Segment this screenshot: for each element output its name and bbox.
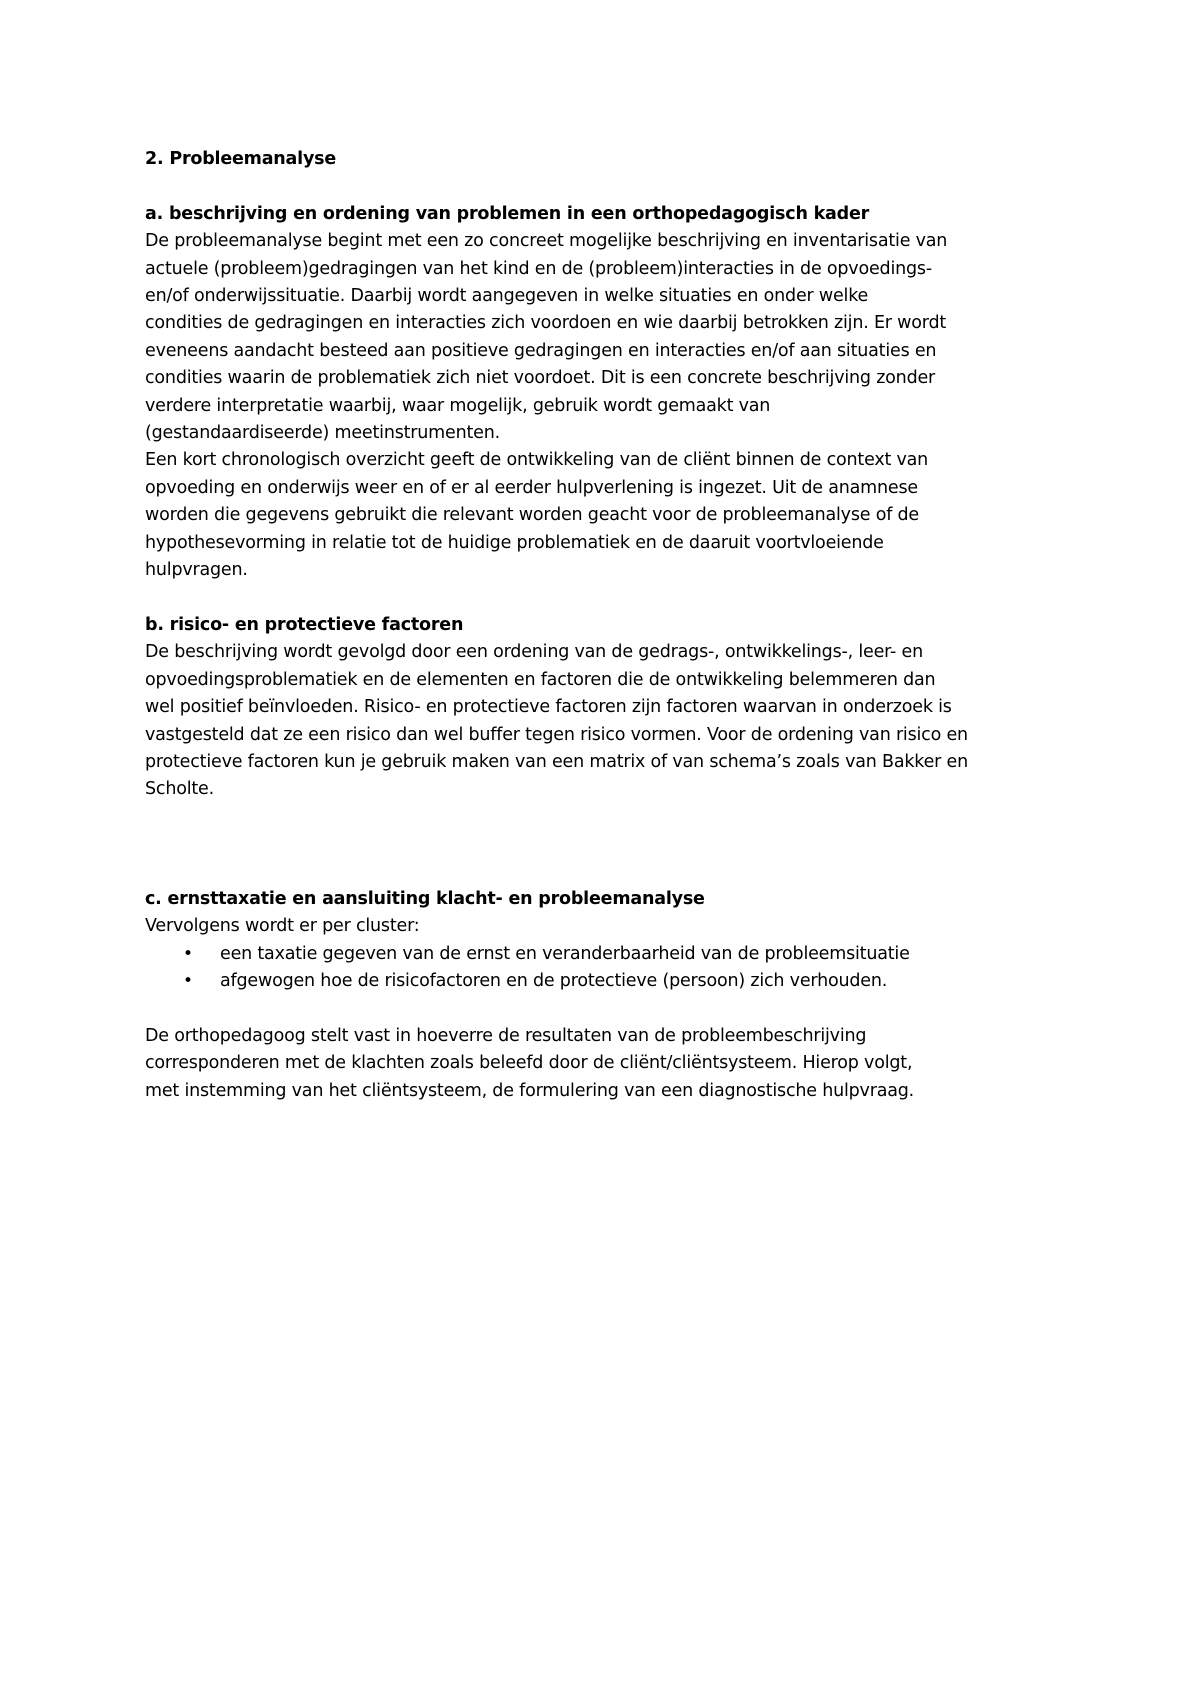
bullet-list-item — [145, 968, 1025, 995]
text-line: De orthopedagoog stelt vast in hoeverre de resultaten van de probleembeschrijving — [145, 1025, 867, 1046]
section-c-closing-paragraph — [145, 1023, 1025, 1105]
section-c-heading: c. ernsttaxatie en aansluiting klacht- en probleemanalyse — [145, 888, 705, 909]
text-line: condities waarin de problematiek zich niet voordoet. Dit is een concrete beschrijving zonder — [145, 368, 936, 389]
document-page — [145, 146, 1025, 1105]
section-b-paragraph — [145, 639, 1025, 803]
bullet-icon: • — [183, 970, 193, 991]
bullet-list-item — [145, 941, 1025, 968]
spacer — [145, 173, 1025, 200]
section-b — [145, 612, 1025, 804]
text-line: hulpvragen. — [145, 560, 248, 581]
spacer — [145, 584, 1025, 611]
text-line: eveneens aandacht besteed aan positieve gedragingen en interacties en/of aan situaties en — [145, 340, 937, 361]
section-a-paragraph-2 — [145, 447, 1025, 584]
spacer — [145, 995, 1025, 1022]
text-line: actuele (probleem)gedragingen van het kind en de (probleem)interacties in de opvoedings- — [145, 258, 932, 279]
bullet-icon: • — [183, 943, 193, 964]
text-line: De beschrijving wordt gevolgd door een ordening van de gedrags-, ontwikkelings-, leer- en — [145, 642, 923, 663]
section-a-heading: a. beschrijving en ordening van problemen in een orthopedagogisch kader — [145, 203, 870, 224]
text-line: protectieve factoren kun je gebruik maken van een matrix of van schema’s zoals van Bakker en — [145, 751, 968, 772]
text-line: worden die gegevens gebruikt die relevant worden geacht voor de probleemanalyse of de — [145, 505, 919, 526]
text-line: wel positief beïnvloeden. Risico- en protectieve factoren zijn factoren waarvan in onderzoek is — [145, 697, 952, 718]
text-line: (gestandaardiseerde) meetinstrumenten. — [145, 423, 500, 444]
section-a — [145, 201, 1025, 585]
text-line: Een kort chronologisch overzicht geeft de ontwikkeling van de cliënt binnen de context van — [145, 450, 929, 471]
section-b-heading: b. risico- en protectieve factoren — [145, 614, 464, 635]
text-line: vastgesteld dat ze een risico dan wel buffer tegen risico vormen. Voor de ordening van risico en — [145, 724, 968, 745]
text-line: De probleemanalyse begint met een zo concreet mogelijke beschrijving en inventarisatie van — [145, 231, 948, 252]
text-line: verdere interpretatie waarbij, waar mogelijk, gebruik wordt gemaakt van — [145, 395, 771, 416]
text-line: condities de gedragingen en interacties zich voordoen en wie daarbij betrokken zijn. Er wordt — [145, 313, 947, 334]
bullet-text: een taxatie gegeven van de ernst en veranderbaarheid van de probleemsituatie — [220, 943, 910, 964]
section-c — [145, 886, 1025, 1105]
spacer — [145, 804, 1025, 886]
bullet-text: afgewogen hoe de risicofactoren en de protectieve (persoon) zich verhouden. — [220, 970, 888, 991]
text-line: opvoedingsproblematiek en de elementen en factoren die de ontwikkeling belemmeren dan — [145, 669, 936, 690]
text-line: en/of onderwijssituatie. Daarbij wordt aangegeven in welke situaties en onder welke — [145, 286, 869, 307]
text-line: met instemming van het cliëntsysteem, de formulering van een diagnostische hulpvraag. — [145, 1080, 915, 1101]
text-line: opvoeding en onderwijs weer en of er al eerder hulpverlening is ingezet. Uit de anamnese — [145, 477, 918, 498]
text-line: Scholte. — [145, 779, 214, 800]
section-c-intro: Vervolgens wordt er per cluster: — [145, 916, 420, 937]
bullet-list — [145, 941, 1025, 996]
text-line: hypothesevorming in relatie tot de huidige problematiek en de daaruit voortvloeiende — [145, 532, 884, 553]
document-title: 2. Probleemanalyse — [145, 149, 337, 169]
text-line: corresponderen met de klachten zoals beleefd door de cliënt/cliëntsysteem. Hierop volgt, — [145, 1053, 913, 1074]
section-a-paragraph-1 — [145, 228, 1025, 447]
